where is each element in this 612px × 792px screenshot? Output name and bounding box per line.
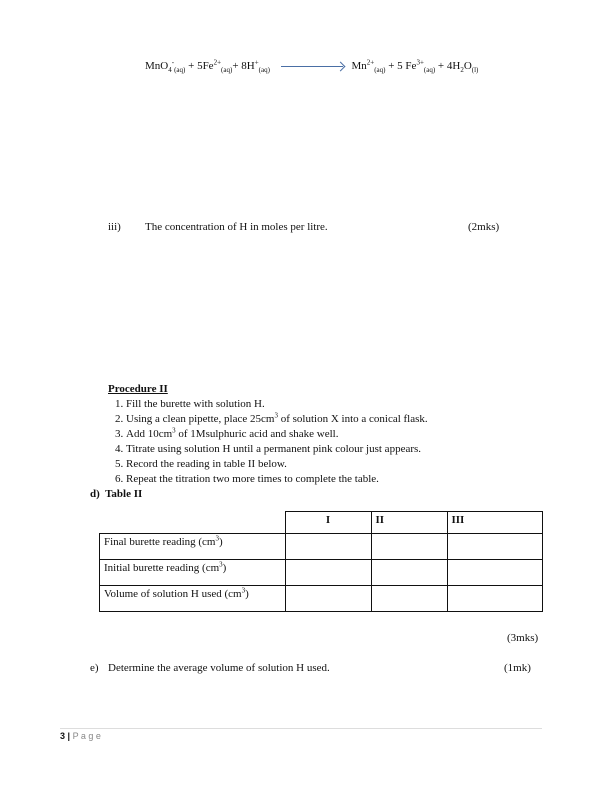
- eq-sub: (aq): [174, 66, 186, 75]
- question-e-marks: (1mk): [504, 662, 531, 674]
- step: [126, 457, 428, 472]
- step-text: of 1Msulphuric acid and shake well.: [178, 428, 339, 440]
- step-text: Using a clean pipette, place 25cm: [126, 413, 275, 425]
- eq-sup: +: [254, 58, 259, 67]
- step: [126, 397, 428, 412]
- footer-separator: |: [67, 731, 71, 741]
- step: [126, 427, 428, 442]
- eq-sub: (aq): [221, 66, 233, 75]
- row-text: Volume of solution H used (cm: [104, 588, 242, 600]
- step: [126, 442, 428, 457]
- unit-sup: 3: [215, 534, 219, 543]
- cell[interactable]: [447, 560, 542, 586]
- eq-sub: (aq): [423, 66, 436, 75]
- step-text: Record the reading in table II below.: [126, 458, 287, 470]
- step-text: Repeat the titration two more times to complete the table.: [126, 473, 379, 485]
- question-iii-marks: (2mks): [468, 221, 500, 233]
- eq-sup: 2+: [213, 58, 222, 67]
- eq-text: + 8H: [232, 60, 255, 72]
- titration-table: [99, 511, 543, 612]
- eq-sub: 2: [460, 66, 464, 75]
- cell[interactable]: [371, 534, 447, 560]
- cell[interactable]: [371, 586, 447, 612]
- eq-text: O: [463, 60, 472, 72]
- eq-sup: -: [171, 58, 175, 67]
- row-text: Initial burette reading (cm: [104, 562, 220, 574]
- eq-sub: 4: [168, 66, 172, 75]
- question-iii-text: The concentration of H in moles per litre.: [145, 221, 328, 233]
- unit-sup: 3: [241, 586, 246, 595]
- step-text: Add 10cm: [126, 428, 173, 440]
- table-row: [100, 534, 543, 560]
- unit-sup: 3: [219, 560, 223, 569]
- question-iii-label: iii): [108, 221, 121, 233]
- row-close: ): [222, 562, 227, 574]
- step-text: of solution X into a conical flask.: [280, 413, 428, 425]
- eq-sub: (aq): [374, 66, 386, 75]
- row-close: ): [245, 588, 249, 600]
- question-e-text: Determine the average volume of solution H used.: [108, 662, 330, 674]
- step-text: Titrate using solution H until a permanent pink colour just appears.: [126, 443, 422, 455]
- eq-text: + 5Fe: [185, 60, 214, 72]
- chemical-equation: [145, 58, 479, 75]
- eq-text: Mn: [351, 60, 367, 72]
- table-row: [100, 586, 543, 612]
- eq-text: + 5 Fe: [385, 60, 417, 72]
- table-row: [100, 560, 543, 586]
- eq-sub: (aq): [258, 66, 270, 75]
- step-sup: 3: [274, 411, 278, 420]
- footer-divider: [60, 728, 542, 729]
- eq-sup: 2+: [366, 58, 375, 67]
- cell[interactable]: [371, 560, 447, 586]
- step-text: Fill the burette with solution H.: [126, 398, 265, 410]
- procedure-title: Procedure II: [108, 383, 168, 395]
- cell[interactable]: [447, 586, 542, 612]
- row-label: [100, 560, 286, 586]
- eq-sup: 3+: [416, 58, 424, 67]
- row-label: [100, 534, 286, 560]
- header-iii: III: [447, 512, 542, 534]
- cell[interactable]: [285, 560, 371, 586]
- row-close: ): [219, 536, 223, 548]
- page-number: 3: [60, 731, 66, 741]
- blank-cell: [100, 512, 286, 534]
- header-i: I: [285, 512, 371, 534]
- header-ii: II: [371, 512, 447, 534]
- row-label: [100, 586, 286, 612]
- question-d-label: d): [90, 488, 100, 500]
- step: [126, 412, 428, 427]
- cell[interactable]: [447, 534, 542, 560]
- question-d: [90, 488, 142, 500]
- question-e-label: e): [90, 662, 99, 674]
- step: [126, 472, 428, 487]
- eq-text: MnO: [145, 60, 169, 72]
- procedure-steps: [108, 397, 428, 487]
- cell[interactable]: [285, 534, 371, 560]
- eq-sub: (l): [471, 66, 479, 75]
- cell[interactable]: [285, 586, 371, 612]
- page-footer: [60, 731, 101, 741]
- reaction-arrow-icon: [281, 66, 343, 67]
- question-d-text: Table II: [105, 488, 143, 500]
- row-text: Final burette reading (cm: [104, 536, 216, 548]
- eq-text: + 4H: [435, 60, 461, 72]
- footer-page-word: P a g e: [72, 731, 101, 741]
- step-sup: 3: [172, 426, 176, 435]
- table-marks: (3mks): [507, 632, 539, 644]
